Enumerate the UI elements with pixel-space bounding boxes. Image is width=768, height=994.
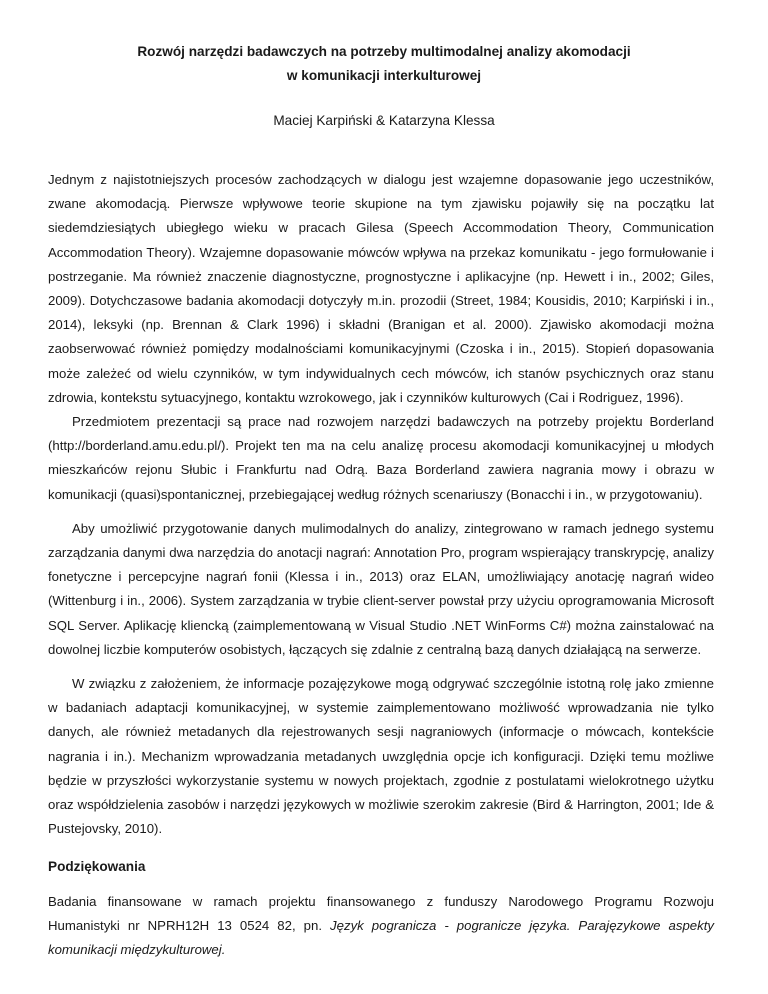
page-title (48, 40, 720, 88)
paragraph-2: Przedmiotem prezentacji są prace nad rozwojem narzędzi badawczych na potrzeby projektu Borderland (http://borderland.amu.edu.pl/). Projekt ten ma na celu analizę procesu akomodacji komunikacyjnej u młodych mieszkańców rejonu Słubic i Frankfurtu nad Odrą. Baza Borderland zawiera nagrania mowy i obrazu w komunikacji (quasi)spontanicznej, przebiegającej według różnych scenariuszy (Bonacchi i in., w przygotowaniu). (48, 414, 714, 502)
paragraph-1: Jednym z najistotniejszych procesów zachodzących w dialogu jest wzajemne dopasowanie jego uczestników, zwane akomodacją. Pierwsze wpływowe teorie skupione na tym zjawisku pojawiły się na początku lat siedemdziesiątych ubiegłego wieku w pracach Gilesa (Speech Accommodation Theory, Communication Accommodation Theory). Wzajemne dopasowanie mówców wpływa na przekaz komunikatu - jego formułowanie i postrzeganie. Ma również znaczenie diagnostyczne, prognostyczne i aplikacyjne (np. Hewett i in., 2002; Giles, 2009). Dotychczasowe badania akomodacji dotyczyły m.in. prozodii (Street, 1984; Kousidis, 2010; Karpiński i in., 2014), leksyki (np. Brennan & Clark 1996) i składni (Branigan et al. 2000). Zjawisko akomodacji można zaobserwować również pomiędzy modalnościami komunikacyjnymi (Czoska i in., 2015). Stopień dopasowania może zależeć od wielu czynników, w tym indywidualnych cech mówców, ich stanów psychicznych oraz stanu zdrowia, kontekstu sytuacyjnego, kontaktu wzrokowego, jak i czynników kulturowych (Cai i Rodriguez, 1996). (48, 172, 714, 405)
acknowledgements-heading: Podziękowania (48, 859, 146, 875)
title-line-2: w komunikacji interkulturowej (286, 68, 482, 83)
paragraph-3: Aby umożliwić przygotowanie danych mulimodalnych do analizy, zintegrowano w ramach jednego systemu zarządzania danymi dwa narzędzia do anotacji nagrań: Annotation Pro, program wspierający transkrypcję, analizy fonetyczne i percepcyjne nagrań fonii (Klessa i in., 2013) oraz ELAN, umożliwiający anotację nagrań wideo (Wittenburg i in., 2006). System zarządzania w trybie client-server powstał przy użyciu oprogramowania Microsoft SQL Server. Aplikację kliencką (zaimplementowaną w Visual Studio .NET WinForms C#) można zainstalować na dowolnej liczbie komputerów osobistych, łączących się zdalnie z centralną bazą danych działającą na serwerze. (48, 520, 714, 657)
acknowledgements-plain: Badania finansowane w ramach projektu finansowanego z funduszy Narodowego Programu Rozwoju Humanistyki nr NPRH12H 13 0524 82, pn. (48, 893, 714, 933)
paragraph-4: W związku z założeniem, że informacje pozajęzykowe mogą odgrywać szczególnie istotną rolę jako zmienne w badaniach adaptacji komunikacyjnej, w systemie zaimplementowano możliwość wprowadzania nie tylko danych, ale również metadanych dla rejestrowanych sesji nagraniowych (informacje o mówcach, kontekście nagrania i in.). Mechanizm wprowadzania metadanych uwzględnia opcje ich konfiguracji. Dzięki temu możliwe będzie w przyszłości wykorzystanie systemu w nowych projektach, zgodnie z postulatami wielokrotnego użytku oraz współdzielenia zasobów i narzędzi językowych w możliwie szerokim zakresie (Bird & Harrington, 2001; Ide & Pustejovsky, 2010). (48, 676, 714, 837)
acknowledgements-project-title: Język pogranicza - pogranicze języka. Parajęzykowe aspekty komunikacji międzykulturowej. (48, 917, 714, 958)
title-line-1: Rozwój narzędzi badawczych na potrzeby multimodalnej analizy akomodacji (137, 44, 631, 59)
acknowledgements-text (48, 890, 714, 963)
authors: Maciej Karpiński & Katarzyna Klessa (273, 113, 495, 128)
document-body (48, 168, 714, 962)
